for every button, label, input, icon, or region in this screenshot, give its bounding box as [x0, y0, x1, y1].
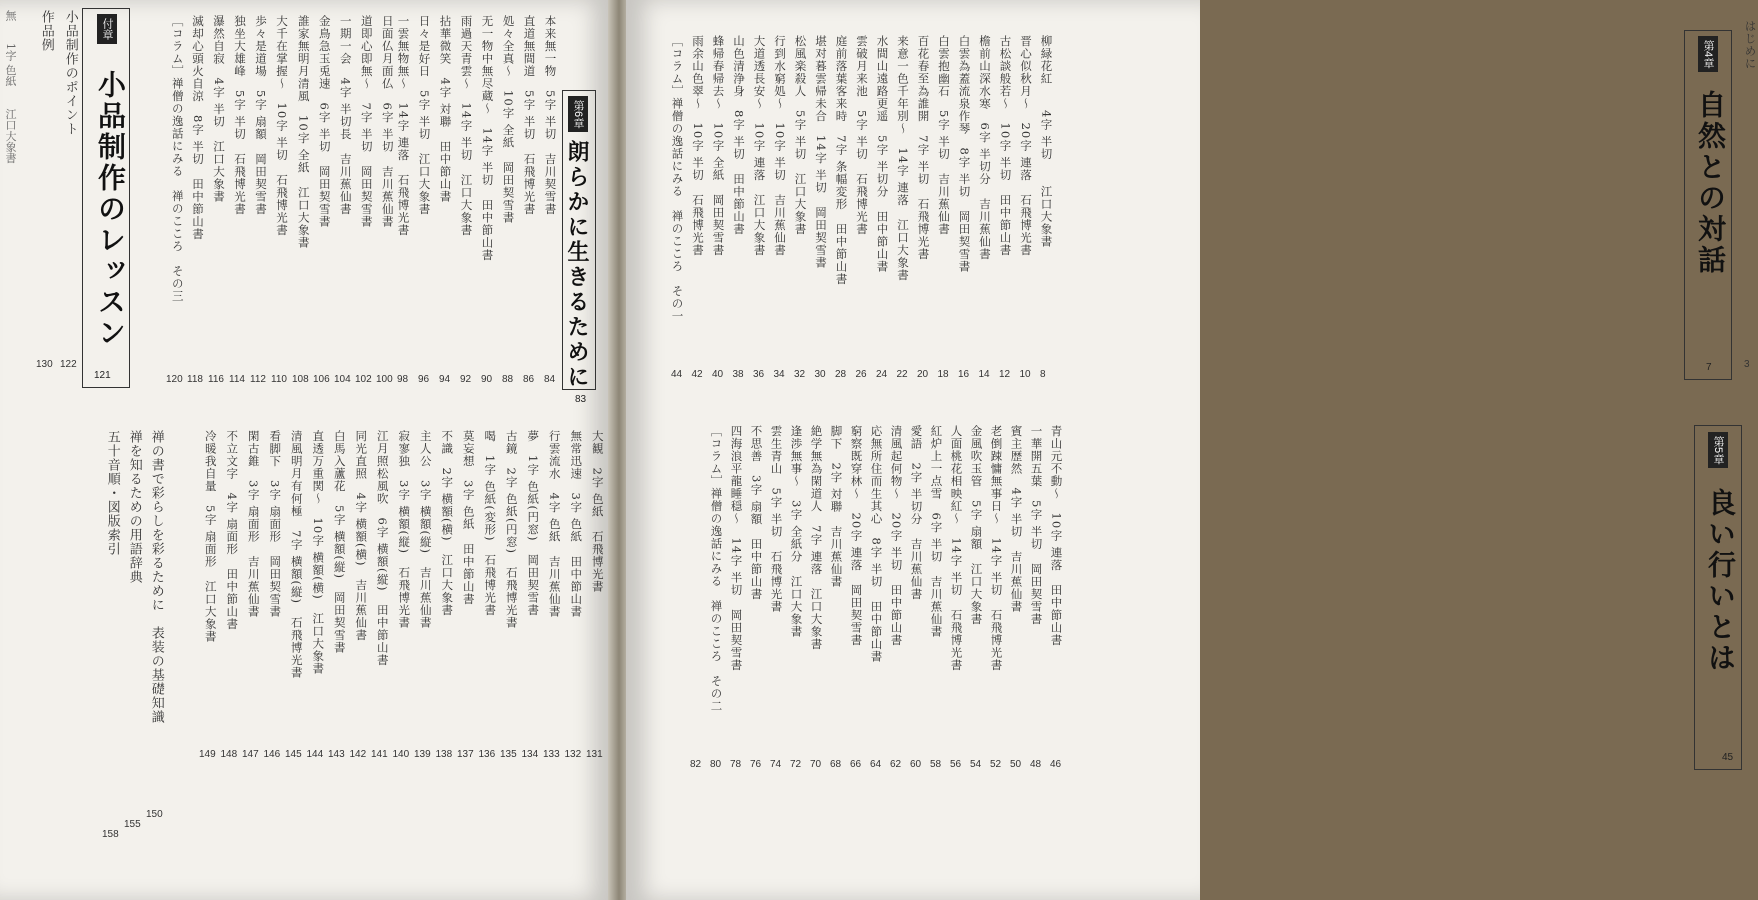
chapter6-b-entry-text: 看脚下 3字 扇面形 岡田契雪書 — [268, 430, 283, 618]
chapter4-entry-page: 22 — [896, 369, 908, 380]
chapter4-entry-page: 30 — [814, 369, 826, 380]
chapter5-entry-page: 68 — [830, 759, 842, 770]
chapter6-b-entry[interactable] — [586, 430, 603, 760]
chapter6-b-entry-page: 135 — [500, 749, 517, 760]
chapter4-entry-page: 34 — [773, 369, 785, 380]
chapter4-entry-page: 8 — [1040, 369, 1046, 380]
chapter5-entry[interactable] — [910, 425, 922, 770]
chapter6-entry-text: 大千在掌握～ 10字 半切 石飛博光書 — [274, 15, 289, 237]
chapter4-entry-text: 雨余山色翠～ 10字 半切 石飛博光書 — [691, 35, 705, 257]
chapter4-entry[interactable] — [1040, 35, 1052, 380]
chapter5-entry-text: 雲生青山 5字 半切 石飛博光書 — [769, 425, 784, 613]
chapter6-page: 83 — [575, 394, 587, 405]
chapter4-entry-text: 水間山遠路更遥 5字 半切分 田中節山書 — [875, 35, 890, 273]
chapter4-entry-text: 大道透長安～ 10字 連落 江口大象書 — [752, 35, 767, 257]
chapter6-entry-page: 114 — [229, 374, 245, 385]
chapter6-b-entry[interactable] — [479, 430, 496, 760]
chapter6-entry-text: 金鳥急玉兎速 6字 半切 岡田契雪書 — [317, 15, 332, 228]
chapter6-b-entry-page: 139 — [414, 749, 431, 760]
chapter6-entry-text: 直道無間道 5字 半切 石飛博光書 — [522, 15, 537, 216]
chapter5-entry-page: 72 — [790, 759, 802, 770]
chapter5-entry[interactable] — [1050, 425, 1062, 770]
chapter6-b-entry[interactable] — [371, 430, 388, 760]
chapter5-entry-text: 窮察既穿林～ 20字 連落 岡田契雪書 — [849, 425, 864, 647]
chapter5-entry-text: 老倒踈慵無事日～ 14字 半切 石飛博光書 — [989, 425, 1004, 672]
chapter6-b-entry-page: 142 — [349, 749, 367, 760]
chapter6-entry[interactable] — [502, 15, 514, 385]
chapter5-entry-text: 四海浪平龍睡穏～ 14字 半切 岡田契雪書 — [729, 425, 744, 672]
chapter4-entry[interactable] — [733, 35, 745, 380]
chapter6-b-entry-text: 莫妄想 3字 色紙 田中節山書 — [461, 430, 476, 606]
chapter6-b-entry-page: 141 — [371, 749, 388, 760]
chapter6-b-entry[interactable] — [242, 430, 259, 760]
appendix-label: 付章 — [97, 14, 117, 44]
chapter6-b-entry[interactable] — [307, 430, 324, 760]
chapter6-entry-page: 110 — [271, 374, 287, 385]
chapter5-entry[interactable] — [890, 425, 902, 770]
chapter4-entry-page: 26 — [855, 369, 867, 380]
chapter4-entry[interactable] — [1020, 35, 1032, 380]
chapter4-entry-page: 36 — [753, 369, 765, 380]
chapter5-entry[interactable] — [770, 425, 782, 770]
chapter6-b-entry[interactable] — [350, 430, 367, 760]
chapter6-entry-page: 116 — [208, 374, 224, 385]
chapter4-entry-text: 行到水窮処～ 10字 半切 吉川蕉仙書 — [773, 35, 787, 257]
edge-entry: 無 1字 色紙 江口大象書 — [4, 10, 17, 164]
chapter6-b-entry-page: 132 — [564, 749, 582, 760]
appendix-entry-page: 155 — [124, 819, 141, 830]
intro-page: 3 — [1744, 359, 1750, 370]
chapter4-entry[interactable] — [815, 35, 827, 380]
chapter5-entry[interactable] — [690, 425, 701, 770]
chapter6-b-entry[interactable] — [457, 430, 474, 760]
chapter4-entry-page: 42 — [691, 369, 703, 380]
chapter5-entry-text: 絶学無為閑道人 7字 連落 江口大象書 — [809, 425, 824, 651]
chapter6-entry-page: 86 — [523, 374, 535, 385]
chapter6-b-entry-text: 直透万重関～ 10字 横額(横) 江口大象書 — [311, 430, 326, 675]
chapter6-entry[interactable] — [376, 15, 393, 385]
chapter6-entry-page: 88 — [502, 374, 514, 385]
chapter6-b-entry-page: 146 — [263, 749, 281, 760]
chapter5-entry-text: 青山元不動～ 10字 連落 田中節山書 — [1049, 425, 1064, 647]
chapter4-entry-page: 40 — [712, 369, 724, 380]
chapter4-entry[interactable] — [794, 35, 806, 380]
chapter5-entry-text: 応無所住而生其心 8字 半切 田中節山書 — [869, 425, 884, 663]
appendix-entry-page: 130 — [36, 359, 53, 370]
chapter4-entry[interactable] — [917, 35, 929, 380]
chapter6-b-entry-text: 夢 1字 色紙(円窓) 岡田契雪書 — [526, 430, 541, 617]
chapter4-entry-text: 柳緑花紅 4字 半切 江口大象書 — [1039, 35, 1054, 248]
chapter6-entry-page: 118 — [187, 374, 203, 385]
chapter6-entry-text: 瀑然自寂 4字 半切 江口大象書 — [211, 15, 226, 203]
chapter6-b-entry-text: 清風明月有何極 7字 横額(縦) 石飛博光書 — [289, 430, 304, 679]
chapter6-entry-text: 拈華微笑 4字 対聯 田中節山書 — [438, 15, 453, 203]
appendix-page: 121 — [94, 370, 111, 381]
chapter5-entry-page: 50 — [1010, 759, 1022, 770]
chapter6-b-entry[interactable] — [221, 430, 238, 760]
chapter6-b-entry-text: 主人公 3字 横額(縦) 吉川蕉仙書 — [418, 430, 433, 629]
chapter5-entry-text: 人面桃花相映紅～ 14字 半切 石飛博光書 — [949, 425, 964, 672]
chapter4-entry-text: 来意一色千年別～ 14字 連落 江口大象書 — [896, 35, 910, 282]
chapter6-b-entry-text: 無常迅速 3字 色紙 田中節山書 — [569, 430, 584, 618]
chapter6-entry-page: 94 — [439, 374, 451, 385]
chapter4-entry-text: 庭前落葉客来時 7字 条幅変形 田中節山書 — [834, 35, 849, 286]
chapter6-entry-text: 一雲無物無～ 14字 連落 石飛博光書 — [396, 15, 411, 237]
chapter6-entry-page: 92 — [460, 374, 472, 385]
chapter4-label: 第4章 — [1698, 36, 1718, 72]
chapter6-entry[interactable] — [187, 15, 203, 385]
chapter6-entry-page: 98 — [397, 374, 409, 385]
chapter6-entry-text: 日面仏月面仏 6字 半切 吉川蕉仙書 — [380, 15, 395, 228]
chapter4-entry[interactable] — [958, 35, 970, 380]
chapter6-entry-text: 滅却心頭火自涼 8字 半切 田中節山書 — [190, 15, 205, 241]
appendix-entry[interactable] — [102, 430, 119, 840]
chapter5-entry-page: 58 — [930, 759, 942, 770]
chapter5-entry-page: 60 — [910, 759, 922, 770]
chapter4-entry-page: 38 — [732, 369, 744, 380]
chapter4-entry[interactable] — [897, 35, 909, 380]
chapter4-entry[interactable] — [712, 35, 724, 380]
chapter4-entry-text: 白雲抱幽石 5字 半切 吉川蕉仙書 — [937, 35, 951, 236]
chapter6-b-entry[interactable] — [522, 430, 539, 760]
chapter4-entry[interactable] — [979, 35, 991, 380]
appendix-entry-text: 禅の書で彩らしを彩るために 表装の基礎知識 — [148, 430, 164, 724]
chapter5-entry-text: 不思善 3字 扇額 田中節山書 — [749, 425, 764, 601]
chapter6-b-entry[interactable] — [543, 430, 560, 760]
right-page — [626, 0, 1758, 900]
chapter5-entry-page: 62 — [890, 759, 902, 770]
chapter4-entry-page: 18 — [937, 369, 949, 380]
chapter5-entry-text: 愛語 2字 半切分 吉川蕉仙書 — [909, 425, 924, 601]
chapter5-entry-page: 64 — [870, 759, 882, 770]
chapter4-entry[interactable] — [835, 35, 847, 380]
appendix-entry[interactable] — [36, 10, 53, 370]
chapter6-entry[interactable] — [397, 15, 409, 385]
chapter5-entry[interactable] — [830, 425, 842, 770]
appendix-entry-page: 158 — [102, 829, 119, 840]
left-page — [0, 0, 612, 900]
chapter4-entry[interactable] — [938, 35, 950, 380]
chapter5-entry-text: 賓主歴然 4字 半切 吉川蕉仙書 — [1009, 425, 1024, 613]
chapter5-label: 第5章 — [1708, 432, 1728, 468]
intro-title: はじめに — [1743, 20, 1758, 70]
chapter5-entry-page: 76 — [750, 759, 762, 770]
chapter6-b-entry-text: 同光直照 4字 横額(横) 吉川蕉仙書 — [354, 430, 369, 642]
chapter6-b-entry-page: 138 — [435, 749, 453, 760]
chapter6-entry-text: 一期一会 4字 半切長 吉川蕉仙書 — [338, 15, 353, 216]
appendix-entry-text: 禅を知るための用語辞典 — [126, 430, 142, 584]
chapter6-b-entry[interactable] — [328, 430, 345, 760]
chapter6-entry-page: 90 — [481, 374, 493, 385]
chapter6-entry-text: ［コラム］禅僧の逸話にみる 禅のこころ その三 — [170, 15, 185, 303]
chapter6-b-entry[interactable] — [264, 430, 281, 760]
chapter6-entry[interactable] — [313, 15, 330, 385]
chapter6-label: 第6章 — [568, 96, 588, 132]
chapter6-b-entry-page: 145 — [285, 749, 302, 760]
chapter6-b-entry-text: 行雲流水 4字 色紙 吉川蕉仙書 — [547, 430, 562, 618]
chapter6-entry[interactable] — [334, 15, 351, 385]
chapter5-entry-text: 逢渉無事～ 3字 全紙分 江口大象書 — [789, 425, 804, 638]
chapter4-entry[interactable] — [753, 35, 765, 380]
chapter6-b-entry-page: 144 — [306, 749, 324, 760]
chapter5-entry[interactable] — [990, 425, 1002, 770]
chapter5-entry-text: 脚下 2字 対聯 吉川蕉仙書 — [829, 425, 844, 588]
chapter6-entry[interactable] — [481, 15, 493, 385]
chapter5-entry[interactable] — [810, 425, 822, 770]
chapter4-entry-text: 檐前山深水寒 6字 半切分 吉川蕉仙書 — [978, 35, 992, 261]
chapter6-b-entry-page: 137 — [457, 749, 474, 760]
chapter5-entry[interactable] — [930, 425, 942, 770]
chapter6-entry-text: 処々全真～ 10字 全紙 岡田契雪書 — [501, 15, 516, 224]
chapter4-entry-page: 28 — [835, 369, 847, 380]
chapter6-entry-text: 雨過天青雲～ 14字 半切 江口大象書 — [459, 15, 474, 237]
chapter4-entry[interactable] — [671, 35, 683, 380]
chapter6-b-entry[interactable] — [565, 430, 582, 760]
chapter4-entry-text: 雲破月来池 5字 半切 石飛博光書 — [855, 35, 869, 236]
chapter6-b-entry-text: 寂寥独 3字 横額(縦) 石飛博光書 — [397, 430, 412, 629]
chapter6-b-entry-page: 147 — [242, 749, 259, 760]
appendix-entry[interactable] — [124, 430, 141, 830]
chapter4-entry[interactable] — [999, 35, 1011, 380]
chapter5-entry-page: 78 — [730, 759, 742, 770]
appendix-entry-page: 122 — [60, 359, 77, 370]
chapter5-entry-text: ［コラム］禅僧の逸話にみる 禅のこころ その二 — [709, 425, 724, 713]
chapter4-entry-page: 16 — [958, 369, 970, 380]
chapter6-b-entry-page: 131 — [586, 749, 603, 760]
chapter5-entry-page: 56 — [950, 759, 962, 770]
appendix-entry[interactable] — [60, 10, 77, 370]
chapter6-b-entry[interactable] — [393, 430, 410, 760]
chapter4-entry-text: ［コラム］禅僧の逸話にみる 禅のこころ その一 — [670, 35, 685, 323]
chapter5-entry-page: 52 — [990, 759, 1002, 770]
chapter5-entry[interactable] — [730, 425, 742, 770]
chapter4-entry[interactable] — [692, 35, 704, 380]
appendix-entry-text: 五十音順・図版索引 — [104, 430, 120, 556]
chapter5-entry[interactable] — [850, 425, 862, 770]
chapter6-b-entry-page: 140 — [392, 749, 410, 760]
chapter6-b-entry-text: 古鏡 2字 色紙(円窓) 石飛博光書 — [504, 430, 519, 629]
chapter6-b-entry-page: 136 — [478, 749, 496, 760]
chapter5-entry[interactable] — [1030, 425, 1042, 770]
chapter4-entry-text: 山色清浄身 8字 半切 田中節山書 — [732, 35, 746, 236]
chapter6-entry-text: 本来無一物 5字 半切 吉川契雪書 — [543, 15, 558, 216]
chapter6-b-entry-page: 134 — [521, 749, 539, 760]
chapter6-b-entry-text: 江月照松風吹 6字 横額(縦) 田中節山書 — [375, 430, 390, 667]
chapter5-entry-page: 66 — [850, 759, 862, 770]
chapter6-entry-text: 誰家無明月清風 10字 全紙 江口大象書 — [296, 15, 311, 249]
chapter6-b-entry-text: 喝 1字 色紙(変形) 石飛博光書 — [483, 430, 498, 617]
chapter6-entry-page: 96 — [418, 374, 430, 385]
chapter4-entry-page: 14 — [978, 369, 990, 380]
chapter6-entry[interactable] — [292, 15, 309, 385]
chapter4-entry-page: 20 — [917, 369, 929, 380]
appendix-entry-page: 150 — [146, 809, 163, 820]
chapter6-entry[interactable] — [229, 15, 245, 385]
chapter4-entry[interactable] — [856, 35, 868, 380]
chapter6-b-entry-page: 143 — [328, 749, 345, 760]
chapter6-entry-page: 102 — [355, 374, 372, 385]
chapter5-entry-text: 紅炉上一点雪 6字 半切 吉川蕉仙書 — [929, 425, 944, 638]
chapter6-entry-page: 108 — [292, 374, 309, 385]
chapter6-title: 朗らかに生きるために — [565, 140, 590, 390]
chapter6-entry-page: 112 — [250, 374, 266, 385]
chapter6-entry[interactable] — [208, 15, 224, 385]
chapter4-entry-text: 蜂帰春帰去～ 10字 全紙 岡田契雪書 — [711, 35, 726, 257]
chapter5-entry[interactable] — [950, 425, 962, 770]
chapter6-entry-text: 独坐大雄峰 5字 半切 石飛博光書 — [232, 15, 247, 216]
chapter6-entry-text: 无一物中無尽蔵～ 14字 半切 田中節山書 — [480, 15, 495, 262]
chapter4-entry-text: 晋心似秋月～ 20字 連落 石飛博光書 — [1019, 35, 1033, 257]
appendix-entry-text: 小品制作のポイント — [62, 10, 78, 136]
chapter6-entry-page: 84 — [544, 374, 556, 385]
chapter6-b-entry-text: 不立文字 4字 扇面形 田中節山書 — [225, 430, 240, 631]
chapter5-entry[interactable] — [790, 425, 802, 770]
chapter5-entry[interactable] — [870, 425, 882, 770]
chapter4-entry-page: 10 — [1019, 369, 1031, 380]
chapter5-entry[interactable] — [750, 425, 762, 770]
chapter4-entry[interactable] — [774, 35, 786, 380]
chapter6-entry[interactable] — [523, 15, 535, 385]
chapter6-b-entry[interactable] — [285, 430, 302, 760]
chapter5-entry-page: 54 — [970, 759, 982, 770]
chapter6-entry[interactable] — [166, 15, 183, 385]
chapter6-b-entry-text: 白馬入蘆花 5字 横額(縦) 岡田契雪書 — [332, 430, 347, 654]
chapter6-entry-page: 120 — [166, 374, 183, 385]
chapter5-entry-text: 一華開五葉 5字 半切 岡田契雪書 — [1029, 425, 1044, 626]
chapter6-entry-text: 日々是好日 5字 半切 江口大象書 — [417, 15, 432, 216]
chapter6-b-entry[interactable] — [436, 430, 453, 760]
chapter4-entry-text: 松風楽殺人 5字 半切 江口大象書 — [793, 35, 808, 236]
appendix-title: 小品制作のレッスン — [95, 70, 126, 349]
chapter4-entry-page: 44 — [671, 369, 683, 380]
chapter5-title: 良い行いとは — [1705, 488, 1736, 674]
chapter5-entry-page: 74 — [770, 759, 782, 770]
chapter5-entry[interactable] — [1010, 425, 1022, 770]
chapter6-entry-page: 104 — [334, 374, 351, 385]
chapter6-b-entry-page: 133 — [543, 749, 560, 760]
chapter6-entry[interactable] — [439, 15, 451, 385]
chapter6-entry[interactable] — [271, 15, 287, 385]
chapter6-entry[interactable] — [460, 15, 472, 385]
chapter6-entry-text: 歩々是道場 5字 扇額 岡田契雪書 — [253, 15, 268, 216]
chapter4-entry-page: 12 — [999, 369, 1011, 380]
chapter6-b-entry[interactable] — [199, 430, 216, 760]
chapter4-entry-text: 堪对暮雲帰未合 14字 半切 岡田契雪書 — [814, 35, 828, 269]
chapter4-page: 7 — [1706, 362, 1712, 373]
chapter6-b-entry-text: 不識 2字 横額(横) 江口大象書 — [440, 430, 455, 617]
chapter4-title: 自然との対話 — [1695, 90, 1726, 276]
chapter6-b-entry[interactable] — [500, 430, 517, 760]
chapter6-entry-page: 100 — [376, 374, 393, 385]
chapter4-entry-text: 白雲為蓋流泉作琴 8字 半切 岡田契雪書 — [957, 35, 972, 273]
chapter4-entry-page: 24 — [876, 369, 888, 380]
chapter4-entry-page: 32 — [794, 369, 806, 380]
chapter5-entry-page: 46 — [1050, 759, 1062, 770]
chapter5-entry-page: 82 — [690, 759, 702, 770]
toc-entry-intro[interactable] — [1744, 20, 1756, 370]
chapter5-entry-page: 70 — [810, 759, 822, 770]
chapter5-entry[interactable] — [970, 425, 982, 770]
chapter5-entry-text: 金風吹玉管 5字 扇額 江口大象書 — [969, 425, 984, 626]
chapter4-entry-text: 百花春至為誰開 7字 半切 石飛博光書 — [916, 35, 931, 261]
chapter5-page: 45 — [1722, 752, 1734, 763]
chapter6-entry-text: 道即心即無～ 7字 半切 岡田契雪書 — [359, 15, 374, 228]
chapter6-entry[interactable] — [250, 15, 266, 385]
chapter6-b-entry[interactable] — [414, 430, 431, 760]
chapter6-entry[interactable] — [355, 15, 372, 385]
appendix-entry-text: 作品例 — [38, 10, 54, 52]
chapter5-entry-page: 48 — [1030, 759, 1042, 770]
chapter4-entry-text: 古松談般若～ 10字 半切 田中節山書 — [998, 35, 1013, 257]
chapter6-b-entry-page: 148 — [220, 749, 238, 760]
chapter6-b-entry-text: 閑古錐 3字 扇面形 吉川蕉仙書 — [246, 430, 261, 618]
chapter4-entry[interactable] — [876, 35, 888, 380]
chapter5-entry-text: 清風起何物～ 20字 半切 田中節山書 — [889, 425, 904, 647]
chapter6-entry[interactable] — [418, 15, 430, 385]
chapter5-entry-page: 80 — [710, 759, 722, 770]
chapter6-b-entry-text: 冷暖我自量 5字 扇面形 江口大象書 — [203, 430, 218, 643]
chapter5-entry[interactable] — [710, 425, 722, 770]
chapter6-entry[interactable] — [544, 15, 556, 385]
chapter6-entry-page: 106 — [313, 374, 330, 385]
chapter6-b-entry-text: 大観 2字 色紙 石飛博光書 — [590, 430, 605, 593]
chapter6-b-entry-page: 149 — [199, 749, 216, 760]
appendix-entry[interactable] — [146, 430, 163, 820]
